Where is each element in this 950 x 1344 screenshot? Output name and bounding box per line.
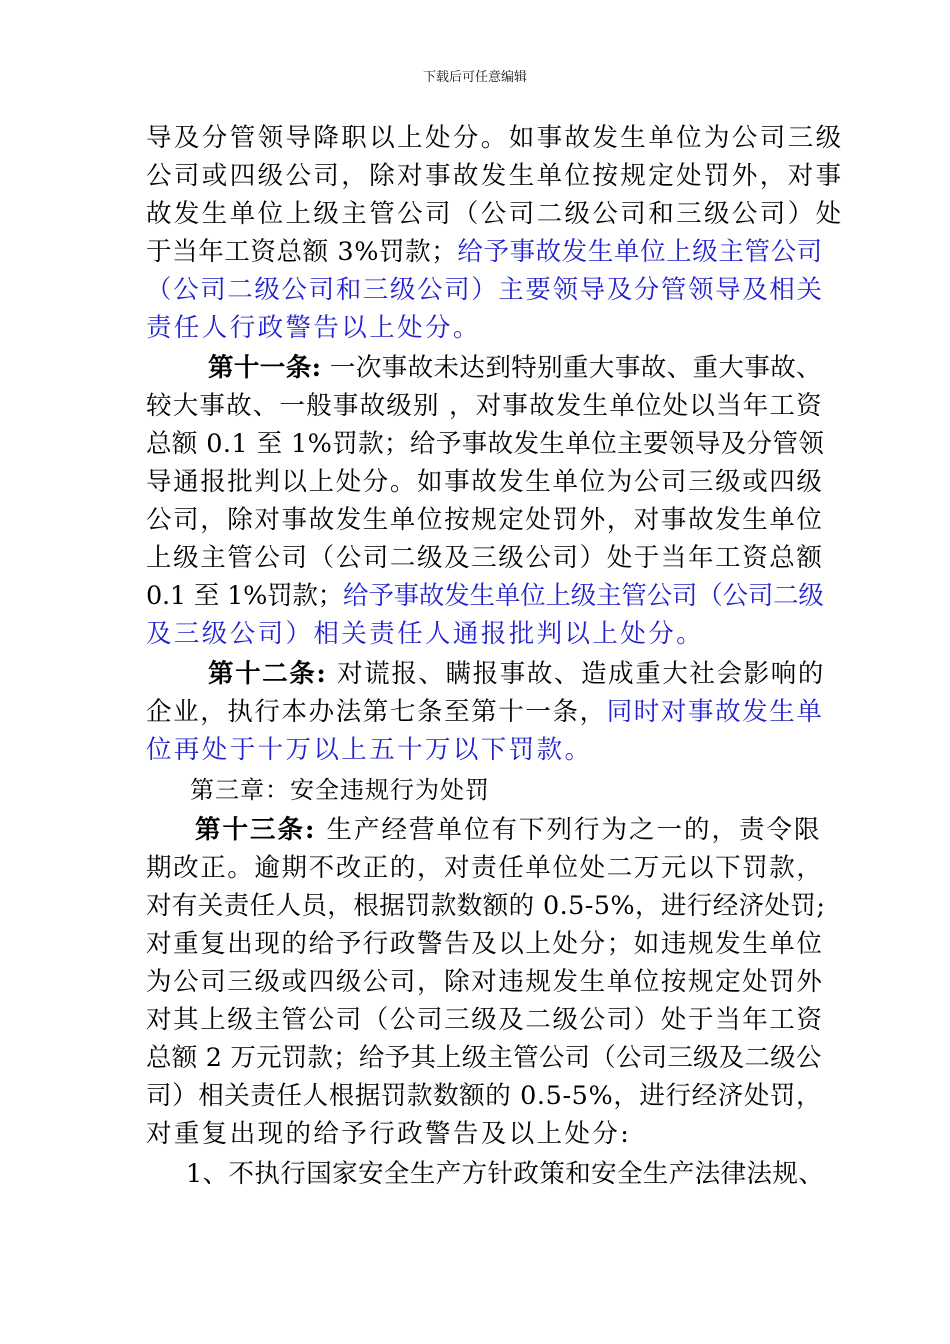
text-line bbox=[146, 581, 824, 611]
text-line bbox=[146, 161, 844, 191]
text-line bbox=[146, 735, 592, 765]
text-span: 企业，执行本办法第七条至第十一条， bbox=[146, 697, 607, 727]
list-item-line bbox=[186, 1159, 824, 1189]
text-span: 期改正。逾期不改正的，对责任单位处二万元以下罚款， bbox=[146, 853, 824, 883]
chapter-title: 第三章：安全违规行为处罚 bbox=[190, 776, 490, 804]
text-line bbox=[146, 467, 824, 497]
text-line bbox=[146, 929, 824, 959]
highlighted-text-span: 位再处于十万以上五十万以下罚款。 bbox=[146, 735, 593, 765]
text-span: 对其上级主管公司（公司三级及二级公司）处于当年工资 bbox=[146, 1005, 824, 1035]
text-line bbox=[146, 123, 844, 153]
text-span: 对有关责任人员，根据罚款数额的 0.5-5%，进行经济处罚; bbox=[146, 891, 826, 921]
article-title: 第十二条: bbox=[208, 659, 328, 689]
text-span: 导及分管领导降职以上处分。如事故发生单位为公司三级 bbox=[146, 123, 844, 153]
article-13-line bbox=[195, 815, 822, 845]
page-header: 下载后可任意编辑 bbox=[422, 70, 527, 85]
text-span: 故发生单位上级主管公司（公司二级公司和三级公司）处 bbox=[146, 199, 844, 229]
highlighted-text-span: 给予事故发生单位上级主管公司（公司二级 bbox=[343, 581, 824, 611]
text-span: 较大事故、一般事故级别 ，对事故发生单位处以当年工资 bbox=[146, 391, 823, 421]
text-line bbox=[146, 891, 825, 921]
text-line bbox=[146, 275, 824, 305]
article-11-line bbox=[208, 353, 822, 383]
highlighted-text-span: 责任人行政警告以上处分。 bbox=[146, 313, 481, 343]
text-span: 总额 0.1 至 1%罚款；给予事故发生单位主要领导及分管领 bbox=[146, 429, 825, 459]
text-line bbox=[146, 1081, 822, 1111]
text-line bbox=[146, 853, 824, 883]
highlighted-text-span: 给予事故发生单位上级主管公司 bbox=[457, 237, 823, 267]
text-span: 总额 2 万元罚款；给予其上级主管公司（公司三级及二级公 bbox=[146, 1043, 822, 1073]
text-line bbox=[146, 199, 844, 229]
text-line bbox=[146, 313, 481, 343]
text-line bbox=[146, 391, 823, 421]
text-line bbox=[146, 237, 823, 267]
text-span: 为公司三级或四级公司，除对违规发生单位按规定处罚外 bbox=[146, 967, 824, 997]
text-span: 对重复出现的给予行政警告及以上处分: bbox=[146, 1119, 632, 1149]
text-span: 一次事故未达到特别重大事故、重大事故、 bbox=[321, 353, 823, 383]
text-span: 对谎报、瞒报事故、造成重大社会影响的 bbox=[327, 659, 825, 689]
text-line bbox=[146, 1043, 822, 1073]
text-span: 公司或四级公司，除对事故发生单位按规定处罚外，对事 bbox=[146, 161, 844, 191]
text-span: 司）相关责任人根据罚款数额的 0.5-5%，进行经济处罚， bbox=[146, 1081, 823, 1111]
text-line bbox=[146, 505, 824, 535]
highlighted-text-span: 及三级公司）相关责任人通报批判以上处分。 bbox=[146, 619, 705, 649]
text-line bbox=[146, 697, 824, 727]
text-line bbox=[146, 1119, 631, 1149]
text-line bbox=[146, 967, 824, 997]
article-title: 第十一条: bbox=[208, 353, 322, 383]
text-span: 对重复出现的给予行政警告及以上处分；如违规发生单位 bbox=[146, 929, 824, 959]
highlighted-text-span: （公司二级公司和三级公司）主要领导及分管领导及相关 bbox=[146, 275, 824, 305]
text-span: 导通报批判以上处分。如事故发生单位为公司三级或四级 bbox=[146, 467, 824, 497]
list-item-text: 1、不执行国家安全生产方针政策和安全生产法律法规、 bbox=[186, 1159, 825, 1189]
text-line bbox=[146, 619, 704, 649]
text-span: 上级主管公司（公司二级及三级公司）处于当年工资总额 bbox=[146, 543, 824, 573]
chapter-heading bbox=[190, 775, 490, 805]
text-line bbox=[146, 429, 824, 459]
text-line bbox=[146, 1005, 824, 1035]
text-span: 公司，除对事故发生单位按规定处罚外，对事故发生单位 bbox=[146, 505, 824, 535]
article-title: 第十三条: bbox=[195, 815, 317, 845]
text-line bbox=[146, 543, 824, 573]
highlighted-text-span: 同时对事故发生单 bbox=[606, 697, 824, 727]
article-12-line bbox=[208, 659, 825, 689]
text-span: 生产经营单位有下列行为之一的，责令限 bbox=[316, 815, 822, 845]
text-span: 0.1 至 1%罚款； bbox=[146, 581, 344, 611]
text-span: 于当年工资总额 3%罚款； bbox=[146, 237, 458, 267]
